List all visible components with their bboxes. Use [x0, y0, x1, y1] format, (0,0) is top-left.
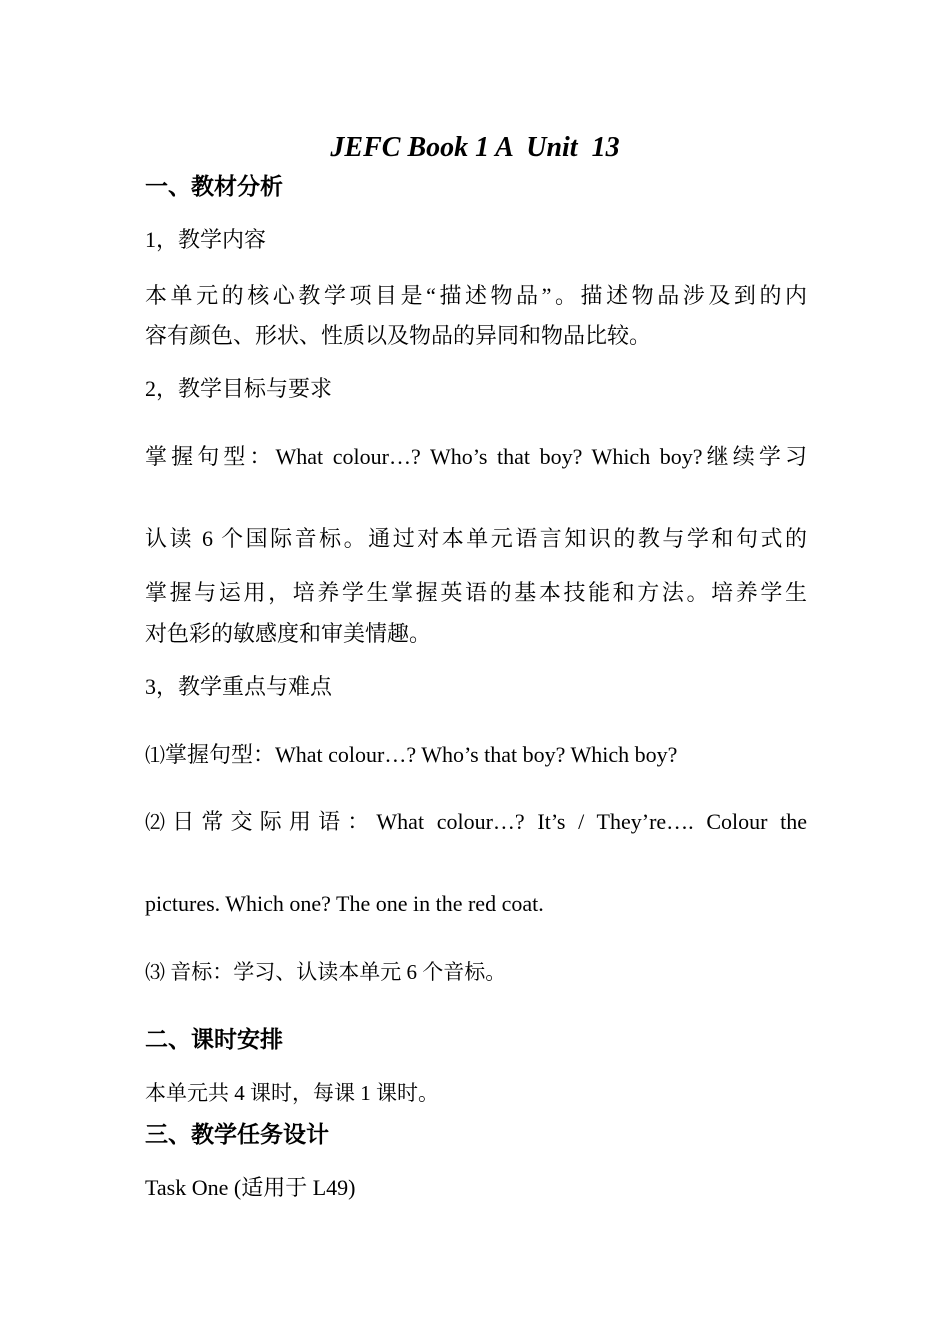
paragraph-line: 认读 6 个国际音标。通过对本单元语言知识的教与学和句式的	[145, 526, 807, 551]
list-item-text: 掌握句型：What colour…? Who’s that boy? Which boy?	[165, 742, 678, 767]
list-item-number: ⑴	[145, 745, 165, 767]
paragraph-line: 掌握句型：What colour…? Who’s that boy? Which boy?继续学习	[145, 444, 807, 469]
list-item-continued: pictures. Which one? The one in the red coat.	[145, 891, 544, 916]
subheading-key-points: 3，教学重点与难点	[145, 674, 333, 699]
section-heading-analysis: 一、教材分析	[145, 174, 283, 199]
paragraph-line: 本单元共 4 课时，每课 1 课时。	[145, 1081, 439, 1105]
list-item	[145, 740, 807, 771]
document-title: JEFC Book 1 A Unit 13	[330, 132, 620, 163]
list-item-number: ⑶	[145, 962, 165, 984]
list-item-number: ⑵	[145, 812, 173, 834]
paragraph-line: 对色彩的敏感度和审美情趣。	[145, 621, 432, 646]
paragraph-line: 掌握与运用，培养学生掌握英语的基本技能和方法。培养学生	[145, 580, 807, 605]
paragraph-line: 本单元的核心教学项目是“描述物品”。描述物品涉及到的内	[145, 283, 807, 308]
subheading-teaching-goals: 2，教学目标与要求	[145, 376, 333, 401]
task-label: Task One (适用于 L49)	[145, 1175, 356, 1200]
list-item-text: 音标：学习、认读本单元 6 个音标。	[165, 960, 507, 984]
list-item	[145, 807, 807, 838]
list-item-text: 日常交际用语：What colour…? It’s / They’re…. Colour the	[172, 809, 808, 834]
subheading-teaching-content: 1，教学内容	[145, 227, 267, 252]
paragraph-line: 容有颜色、形状、性质以及物品的异同和物品比较。	[145, 323, 652, 348]
list-item	[145, 957, 807, 988]
section-heading-schedule: 二、课时安排	[145, 1027, 283, 1052]
section-heading-task-design: 三、教学任务设计	[145, 1122, 329, 1147]
